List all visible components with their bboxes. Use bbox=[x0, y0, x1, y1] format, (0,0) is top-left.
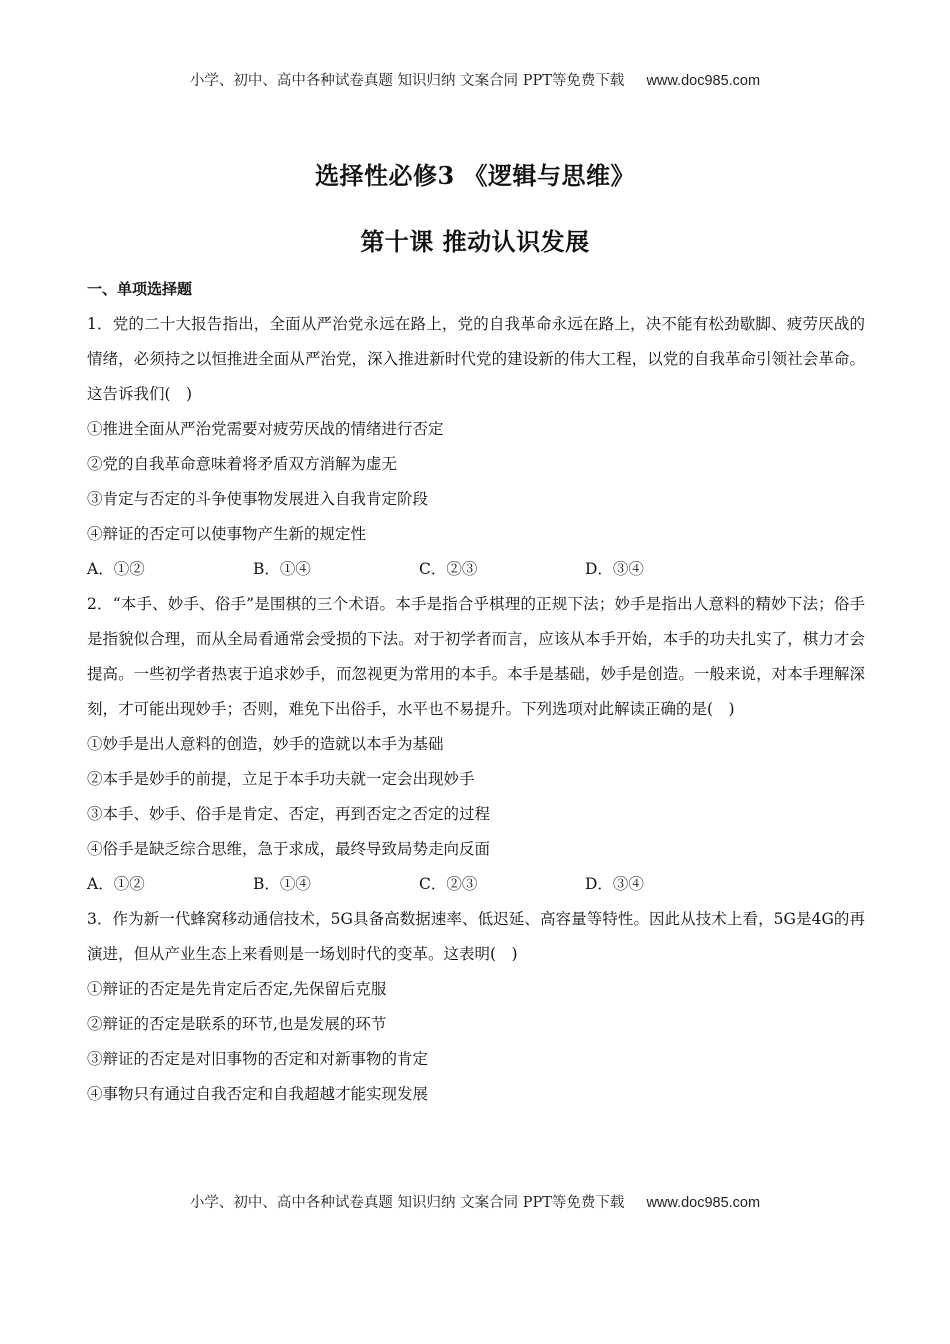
choice-a: A．①② bbox=[87, 875, 145, 893]
page-footer bbox=[0, 1191, 950, 1212]
statement-option: ④辩证的否定可以使事物产生新的规定性 bbox=[87, 525, 367, 543]
document-title: 选择性必修3 《逻辑与思维》 bbox=[314, 161, 636, 190]
question-3 bbox=[87, 902, 865, 1112]
footer-text: 小学、初中、高中各种试卷真题 知识归纳 文案合同 PPT等免费下载 bbox=[189, 1195, 625, 1211]
statement-option: ③本手、妙手、俗手是肯定、否定，再到否定之否定的过程 bbox=[87, 805, 491, 823]
question-stem: 3．作为新一代蜂窝移动通信技术，5G具备高数据速率、低迟延、高容量等特性。因此从技术上看，5G是4G的再演进，但从产业生态上来看则是一场划时代的变革。这表明( ) bbox=[87, 910, 865, 963]
answer-choices bbox=[87, 552, 865, 587]
statement-option: ①推进全面从严治党需要对疲劳厌战的情绪进行否定 bbox=[87, 420, 444, 438]
answer-choices bbox=[87, 867, 865, 902]
choice-b: B．①④ bbox=[253, 875, 311, 893]
statement-option: ②辩证的否定是联系的环节,也是发展的环节 bbox=[87, 1015, 387, 1033]
statement-option: ①辩证的否定是先肯定后否定,先保留后克服 bbox=[87, 980, 387, 998]
statement-option: ③辩证的否定是对旧事物的否定和对新事物的肯定 bbox=[87, 1050, 429, 1068]
statement-option: ③肯定与否定的斗争使事物发展进入自我肯定阶段 bbox=[87, 490, 429, 508]
footer-url[interactable]: www.doc985.com bbox=[646, 1195, 761, 1211]
statement-option: ②党的自我革命意味着将矛盾双方消解为虚无 bbox=[87, 455, 398, 473]
header-url[interactable]: www.doc985.com bbox=[646, 73, 761, 89]
choice-d: D．③④ bbox=[585, 875, 644, 893]
header-text: 小学、初中、高中各种试卷真题 知识归纳 文案合同 PPT等免费下载 bbox=[189, 73, 625, 89]
question-stem: 1．党的二十大报告指出，全面从严治党永远在路上，党的自我革命永远在路上，决不能有松劲歇脚、疲劳厌战的情绪，必须持之以恒推进全面从严治党，深入推进新时代党的建设新的伟大工程，以党的自我革命引领社会革命。这告诉我们( ) bbox=[87, 315, 865, 403]
choice-c: C．②③ bbox=[419, 875, 478, 893]
section-heading: 一、单项选择题 bbox=[87, 280, 193, 298]
choice-a: A．①② bbox=[87, 560, 145, 578]
statement-option: ④俗手是缺乏综合思维，急于求成，最终导致局势走向反面 bbox=[87, 840, 491, 858]
choice-d: D．③④ bbox=[585, 560, 644, 578]
question-2 bbox=[87, 587, 865, 902]
page-header bbox=[0, 69, 950, 90]
statement-option: ①妙手是出人意料的创造，妙手的造就以本手为基础 bbox=[87, 735, 444, 753]
question-list bbox=[87, 307, 865, 1112]
question-stem: 2．“本手、妙手、俗手”是围棋的三个术语。本手是指合乎棋理的正规下法；妙手是指出人意料的精妙下法；俗手是指貌似合理，而从全局看通常会受损的下法。对于初学者而言，应该从本手开始，本手的功夫扎实了，棋力才会提高。一些初学者热衷于追求妙手，而忽视更为常用的本手。本手是基础，妙手是创造。一般来说，对本手理解深刻，才可能出现妙手；否则，难免下出俗手，水平也不易提升。下列选项对此解读正确的是( ) bbox=[87, 595, 865, 718]
statement-option: ②本手是妙手的前提，立足于本手功夫就一定会出现妙手 bbox=[87, 770, 475, 788]
choice-c: C．②③ bbox=[419, 560, 478, 578]
question-1 bbox=[87, 307, 865, 587]
statement-option: ④事物只有通过自我否定和自我超越才能实现发展 bbox=[87, 1085, 429, 1103]
lesson-title: 第十课 推动认识发展 bbox=[360, 227, 590, 256]
choice-b: B．①④ bbox=[253, 560, 311, 578]
